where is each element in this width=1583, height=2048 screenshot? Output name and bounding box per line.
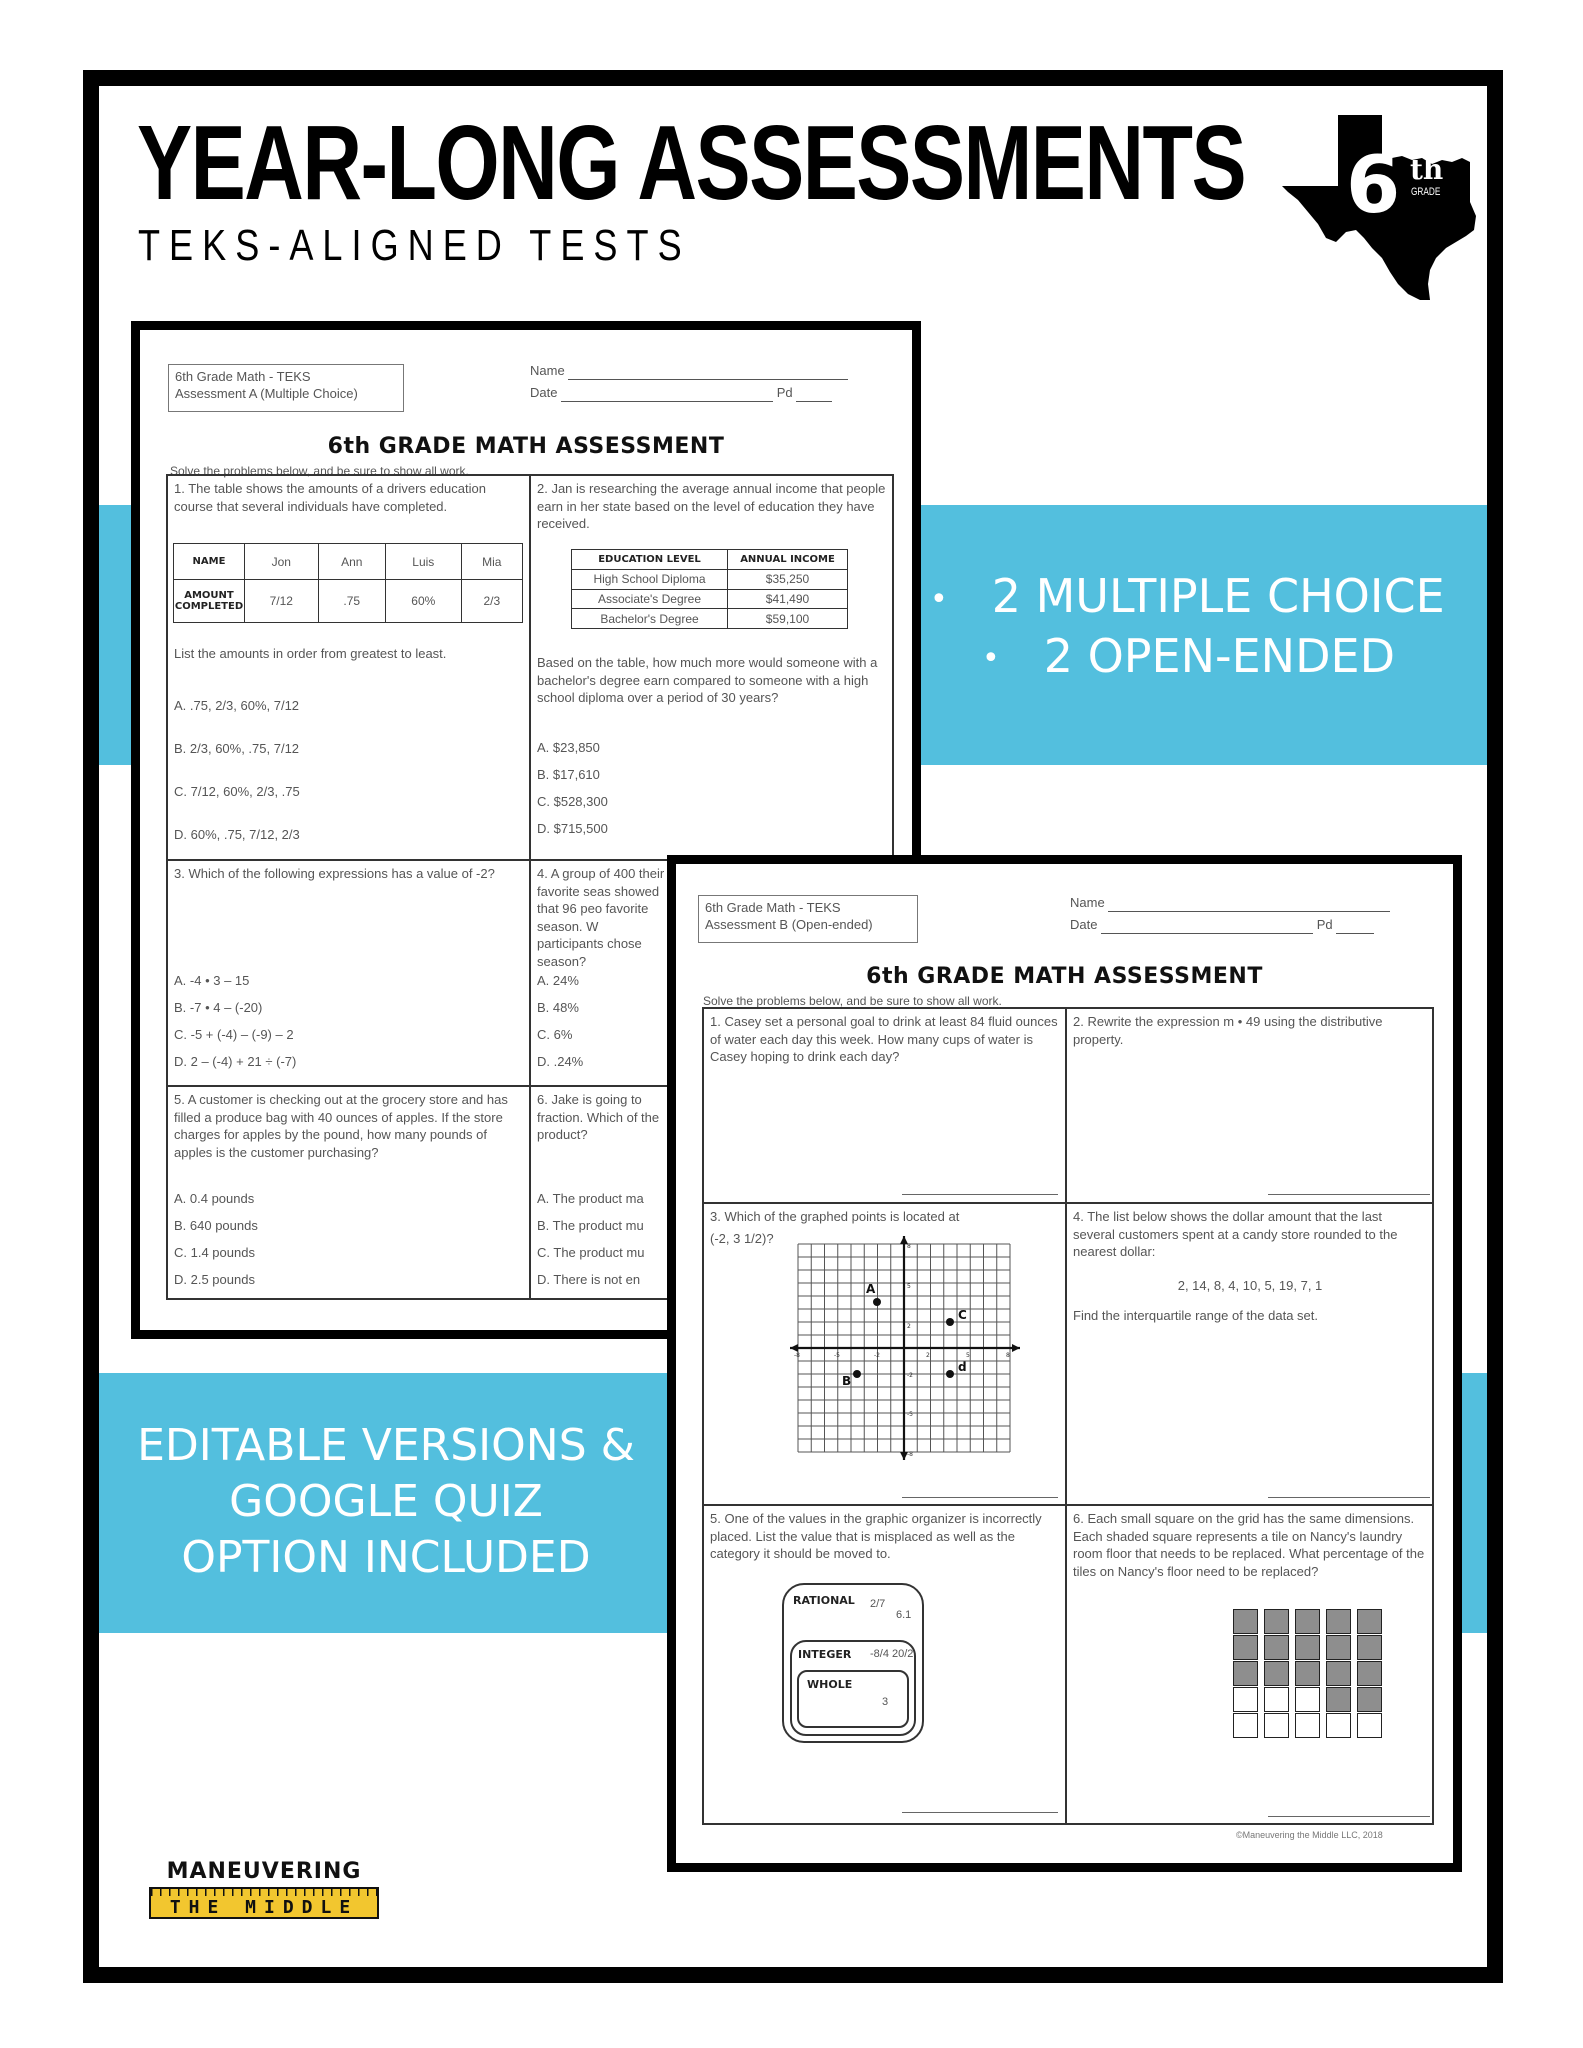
answer-option[interactable]: D. .24% xyxy=(537,1054,584,1069)
tile-empty xyxy=(1233,1687,1258,1712)
answer-option[interactable]: C. 1.4 pounds xyxy=(174,1245,255,1260)
organizer-value: -8/4 xyxy=(870,1648,889,1660)
tile-shaded xyxy=(1233,1661,1258,1686)
feature-bullet: • 2 MULTIPLE CHOICE xyxy=(930,569,1445,623)
question-3: 3. Which of the graphed points is located at (-2, 3 1/2)? xyxy=(704,1204,1064,1251)
question-6: 6. Jake is going to fraction. Which of the product? xyxy=(537,1092,660,1142)
organizer-value: 6.1 xyxy=(896,1609,912,1621)
date-field[interactable]: Date Pd xyxy=(530,384,832,402)
name-field[interactable]: Name xyxy=(530,362,848,380)
svg-text:-5: -5 xyxy=(907,1411,913,1418)
integer-label: INTEGER xyxy=(798,1648,852,1661)
editable-callout xyxy=(99,1418,673,1586)
tile-empty xyxy=(1295,1713,1320,1738)
question-6: 6. Each small square on the grid has the same dimensions. Each shaded square represents a tile on Nancy's laundry room floor that needs to be replaced. What percentage of the tiles on Nancy's floor need to be replaced? xyxy=(1073,1511,1425,1579)
svg-text:5: 5 xyxy=(966,1352,970,1359)
grade-number: 6 xyxy=(1346,141,1401,231)
question-5: 5. One of the values in the graphic organizer is incorrectly placed. List the value that is misplaced as well as the category it should be moved to. xyxy=(710,1511,1042,1561)
tile-shaded xyxy=(1326,1661,1351,1686)
graph-point-b xyxy=(853,1370,861,1378)
data-set: 2, 14, 8, 4, 10, 5, 19, 7, 1 xyxy=(1177,1278,1323,1293)
graph-label-c: C xyxy=(958,1308,967,1322)
question-4-prompt: Find the interquartile range of the data set. xyxy=(1073,1308,1318,1323)
tile-shaded xyxy=(1357,1687,1382,1712)
page-subtitle: TEKS-ALIGNED TESTS xyxy=(138,221,691,270)
answer-option[interactable]: C. -5 + (-4) – (-9) – 2 xyxy=(174,1027,294,1042)
graph-point-d xyxy=(946,1370,954,1378)
tile-shaded xyxy=(1326,1609,1351,1634)
grade-label: GRADE xyxy=(1411,186,1441,198)
tile-shaded xyxy=(1326,1635,1351,1660)
answer-option[interactable]: B. 640 pounds xyxy=(174,1218,258,1233)
question-4: 4. The list below shows the dollar amount that the last several customers spent at a candy store rounded to the nearest dollar: xyxy=(1073,1209,1398,1259)
tile-shaded xyxy=(1264,1661,1289,1686)
tile-shaded xyxy=(1295,1661,1320,1686)
answer-line[interactable] xyxy=(1268,1497,1430,1498)
answer-option[interactable]: C. 7/12, 60%, 2/3, .75 xyxy=(174,784,300,799)
svg-text:-2: -2 xyxy=(874,1352,880,1359)
sheet-b-header-box: 6th Grade Math - TEKS Assessment B (Open-ended) xyxy=(698,895,918,943)
answer-option[interactable]: B. The product mu xyxy=(537,1218,644,1233)
svg-text:-8: -8 xyxy=(907,1451,913,1458)
answer-option[interactable]: A. The product ma xyxy=(537,1191,644,1206)
target-coordinate: (-2, 3 1/2)? xyxy=(710,1230,774,1246)
tile-empty xyxy=(1357,1713,1382,1738)
tile-empty xyxy=(1233,1713,1258,1738)
answer-option[interactable]: C. 6% xyxy=(537,1027,573,1042)
rational-label: RATIONAL xyxy=(793,1594,855,1607)
sheet-a-header-box: 6th Grade Math - TEKS Assessment A (Multiple Choice) xyxy=(168,364,404,412)
amount-completed-table: NAME Jon Ann Luis Mia AMOUNT COMPLETED 7/12 .75 60% 2/3 xyxy=(173,543,523,623)
answer-option[interactable]: A. -4 • 3 – 15 xyxy=(174,973,250,988)
question-1-prompt: List the amounts in order from greatest to least. xyxy=(174,646,447,661)
date-field[interactable]: Date Pd xyxy=(1070,916,1374,934)
answer-option[interactable]: D. $715,500 xyxy=(537,821,608,836)
question-5: 5. A customer is checking out at the grocery store and has filled a produce bag with 40 ounces of apples. If the store charges for apples by the pound, how many pounds of apples is the customer purchasing? xyxy=(174,1092,508,1160)
editable-line: OPTION INCLUDED xyxy=(181,1532,591,1583)
svg-text:-2: -2 xyxy=(907,1372,913,1379)
bullet-dot-icon: • xyxy=(982,641,1000,676)
tile-shaded xyxy=(1233,1609,1258,1634)
tile-shaded xyxy=(1357,1609,1382,1634)
answer-option[interactable]: A. 0.4 pounds xyxy=(174,1191,255,1206)
svg-text:5: 5 xyxy=(907,1283,911,1290)
question-2: 2. Rewrite the expression m • 49 using the distributive property. xyxy=(1073,1014,1383,1047)
page-title: YEAR-LONG ASSESSMENTS xyxy=(137,104,1246,222)
editable-line: EDITABLE VERSIONS & xyxy=(137,1420,635,1471)
tile-shaded xyxy=(1295,1635,1320,1660)
organizer-value: 2/7 xyxy=(870,1598,886,1610)
answer-option[interactable]: C. The product mu xyxy=(537,1245,645,1260)
graph-point-c xyxy=(946,1318,954,1326)
logo-ruler xyxy=(149,1887,379,1919)
answer-line[interactable] xyxy=(1268,1816,1430,1817)
question-1: 1. Casey set a personal goal to drink at least 84 fluid ounces of water each day this week. How many cups of water is Casey hoping to drink each day? xyxy=(710,1014,1058,1064)
graph-label-d: d xyxy=(958,1360,967,1374)
sheet-b-instructions: Solve the problems below, and be sure to show all work. xyxy=(703,994,1002,1008)
copyright-text: ©Maneuvering the Middle LLC, 2018 xyxy=(1236,1830,1383,1840)
answer-option[interactable]: D. 2 – (-4) + 21 ÷ (-7) xyxy=(174,1054,297,1069)
question-3: 3. Which of the following expressions has a value of -2? xyxy=(174,866,495,881)
answer-option[interactable]: D. 2.5 pounds xyxy=(174,1272,255,1287)
column-divider xyxy=(1065,1007,1067,1825)
answer-option[interactable]: B. -7 • 4 – (-20) xyxy=(174,1000,263,1015)
graph-label-b: B xyxy=(842,1374,852,1388)
organizer-value: 20/2 xyxy=(892,1648,914,1660)
answer-line[interactable] xyxy=(902,1497,1058,1498)
question-2-prompt: Based on the table, how much more would someone with a bachelor's degree earn compared to someone with a high school diploma over a period of 30 years? xyxy=(537,655,878,705)
tile-empty xyxy=(1264,1687,1289,1712)
tile-grid xyxy=(1233,1609,1390,1739)
feature-bullet: • 2 OPEN-ENDED xyxy=(982,628,1395,683)
svg-text:8: 8 xyxy=(1006,1352,1010,1359)
answer-option[interactable]: B. 2/3, 60%, .75, 7/12 xyxy=(174,741,300,756)
assessment-b-sheet xyxy=(667,855,1462,1872)
tile-shaded xyxy=(1357,1635,1382,1660)
tile-shaded xyxy=(1264,1635,1289,1660)
question-1: 1. The table shows the amounts of a drivers education course that several individuals have completed. xyxy=(174,481,486,514)
whole-label: WHOLE xyxy=(807,1678,853,1691)
editable-line: GOOGLE QUIZ xyxy=(229,1476,543,1527)
tile-shaded xyxy=(1233,1635,1258,1660)
grade-badge xyxy=(1280,112,1480,304)
name-field[interactable]: Name xyxy=(1070,894,1390,912)
coordinate-plane-graph xyxy=(790,1236,1022,1460)
svg-text:2: 2 xyxy=(926,1352,930,1359)
svg-text:-5: -5 xyxy=(834,1352,840,1359)
organizer-value: 3 xyxy=(882,1696,889,1708)
period-label: Pd xyxy=(776,385,793,400)
question-4: 4. A group of 400 their favorite seas showed that 96 peo favorite season. W participants chose season? xyxy=(537,866,665,969)
grade-suffix: th xyxy=(1410,153,1444,186)
answer-option[interactable]: B. $17,610 xyxy=(537,767,600,782)
logo-top-text: MANEUVERING xyxy=(166,1859,362,1884)
answer-option[interactable]: D. 60%, .75, 7/12, 2/3 xyxy=(174,827,300,842)
sheet-b-title: 6th GRADE MATH ASSESSMENT xyxy=(866,964,1263,989)
answer-option[interactable]: A. .75, 2/3, 60%, 7/12 xyxy=(174,698,300,713)
answer-option[interactable]: A. 24% xyxy=(537,973,579,988)
period-label: Pd xyxy=(1316,917,1333,932)
question-2: 2. Jan is researching the average annual income that people earn in her state based on the level of education they have received. xyxy=(537,481,886,531)
answer-option[interactable]: B. 48% xyxy=(537,1000,579,1015)
feature-bullet-list xyxy=(930,568,1450,687)
tile-empty xyxy=(1295,1687,1320,1712)
logo-bottom-text: THE MIDDLE xyxy=(169,1897,359,1918)
tile-shaded xyxy=(1264,1609,1289,1634)
svg-text:8: 8 xyxy=(907,1243,911,1250)
brand-logo xyxy=(149,1860,379,1922)
answer-line[interactable] xyxy=(1268,1194,1430,1195)
svg-text:2: 2 xyxy=(907,1323,911,1330)
tile-empty xyxy=(1326,1713,1351,1738)
tile-shaded xyxy=(1357,1661,1382,1686)
answer-line[interactable] xyxy=(902,1812,1058,1813)
answer-option[interactable]: C. $528,300 xyxy=(537,794,608,809)
graph-point-a xyxy=(873,1298,881,1306)
sheet-a-title: 6th GRADE MATH ASSESSMENT xyxy=(327,434,725,459)
tile-shaded xyxy=(1295,1609,1320,1634)
answer-line[interactable] xyxy=(902,1194,1058,1195)
svg-text:-8: -8 xyxy=(794,1352,800,1359)
answer-option[interactable]: A. $23,850 xyxy=(537,740,600,755)
tile-shaded xyxy=(1326,1687,1351,1712)
answer-option[interactable]: D. There is not en xyxy=(537,1272,641,1287)
annual-income-table: EDUCATION LEVEL ANNUAL INCOME High School Diploma $35,250 Associate's Degree $41,490 Bachelor's Degree $59,100 xyxy=(571,549,848,629)
graph-label-a: A xyxy=(866,1282,876,1296)
tile-empty xyxy=(1264,1713,1289,1738)
sheet-a-instructions: Solve the problems below, and be sure to show all work. xyxy=(170,464,469,478)
bullet-dot-icon: • xyxy=(930,581,948,617)
